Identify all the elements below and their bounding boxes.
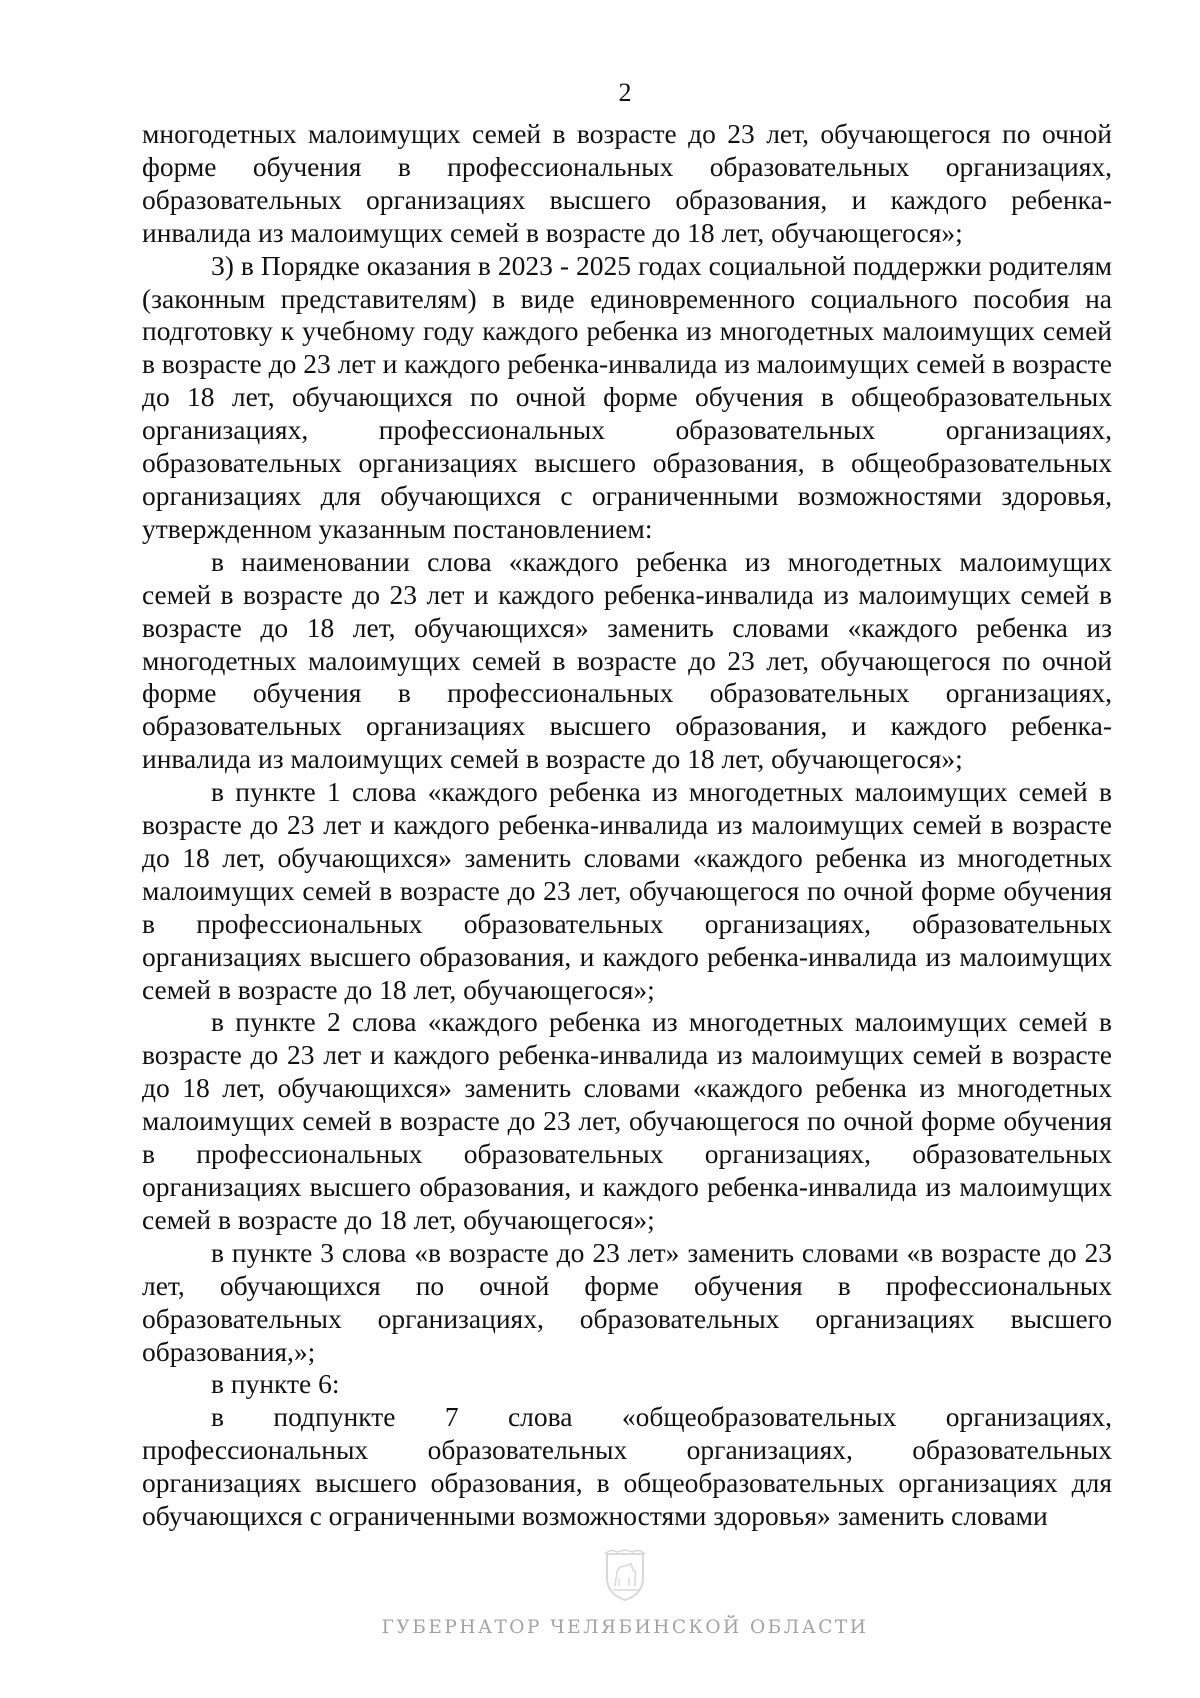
paragraph-point-1: в пункте 1 слова «каждого ребенка из многодетных малоимущих семей в возрасте до 23 лет и каждого ребенка-инвалида из малоимущих семей в возрасте до 18 лет, обучающихся» заменить словами «каждого ребенка из многодетных малоимущих семей в возрасте до 23 лет, обучающегося по очной форме обучения в профессиональных образовательных организациях, образовательных организациях высшего образования, и каждого ребенка-инвалида из малоимущих семей в возрасте до 18 лет, обучающегося»;: [142, 776, 1112, 1005]
document-body: [142, 118, 1112, 1533]
paragraph-continuation: многодетных малоимущих семей в возрасте до 23 лет, обучающегося по очной форме обучения в профессиональных образовательных организациях, образовательных организациях высшего образования, и каждого ребенка-инвалида из малоимущих семей в возрасте до 18 лет, обучающегося»;: [142, 118, 1112, 248]
paragraph-subpoint-7: в подпункте 7 слова «общеобразовательных организациях, профессиональных образовательных организациях, образовательных организациях высшего образования, в общеобразовательных организациях для обучающихся с ограниченными возможностями здоровья» заменить словами: [142, 1401, 1112, 1532]
paragraph-point-3: в пункте 3 слова «в возрасте до 23 лет» заменить словами «в возрасте до 23 лет, обучающихся по очной форме обучения в профессиональных образовательных организациях, образовательных организациях высшего образования,»;: [142, 1236, 1112, 1367]
letterhead-caption: ГУБЕРНАТОР ЧЕЛЯБИНСКОЙ ОБЛАСТИ: [381, 1617, 869, 1638]
page-number: 2: [618, 78, 632, 107]
coat-of-arms-icon: [599, 1548, 651, 1604]
paragraph-point-6: в пункте 6:: [211, 1368, 340, 1400]
paragraph-title-change: в наименовании слова «каждого ребенка из многодетных малоимущих семей в возрасте до 23 лет и каждого ребенка-инвалида из малоимущих семей в возрасте до 18 лет, обучающихся» заменить словами «каждого ребенка из многодетных малоимущих семей в возрасте до 23 лет, обучающегося по очной форме обучения в профессиональных образовательных организациях, образовательных организациях высшего образования, и каждого ребенка-инвалида из малоимущих семей в возрасте до 18 лет, обучающегося»;: [142, 545, 1112, 775]
paragraph-item-3: 3) в Порядке оказания в 2023 - 2025 годах социальной поддержки родителям (законным представителям) в виде единовременного социального пособия на подготовку к учебному году каждого ребенка из многодетных малоимущих семей в возрасте до 23 лет и каждого ребенка-инвалида из малоимущих семей в возрасте до 18 лет, обучающихся по очной форме обучения в общеобразовательных организациях, профессиональных образовательных организациях, образовательных организациях высшего образования, в общеобразовательных организациях для обучающихся с ограниченными возможностями здоровья, утвержденном указанным постановлением:: [142, 249, 1112, 544]
paragraph-point-2: в пункте 2 слова «каждого ребенка из многодетных малоимущих семей в возрасте до 23 лет и каждого ребенка-инвалида из малоимущих семей в возрасте до 18 лет, обучающихся» заменить словами «каждого ребенка из многодетных малоимущих семей в возрасте до 23 лет, обучающегося по очной форме обучения в профессиональных образовательных организациях, образовательных организациях высшего образования, и каждого ребенка-инвалида из малоимущих семей в возрасте до 18 лет, обучающегося»;: [142, 1006, 1112, 1235]
letterhead-footer: [0, 1548, 1200, 1638]
